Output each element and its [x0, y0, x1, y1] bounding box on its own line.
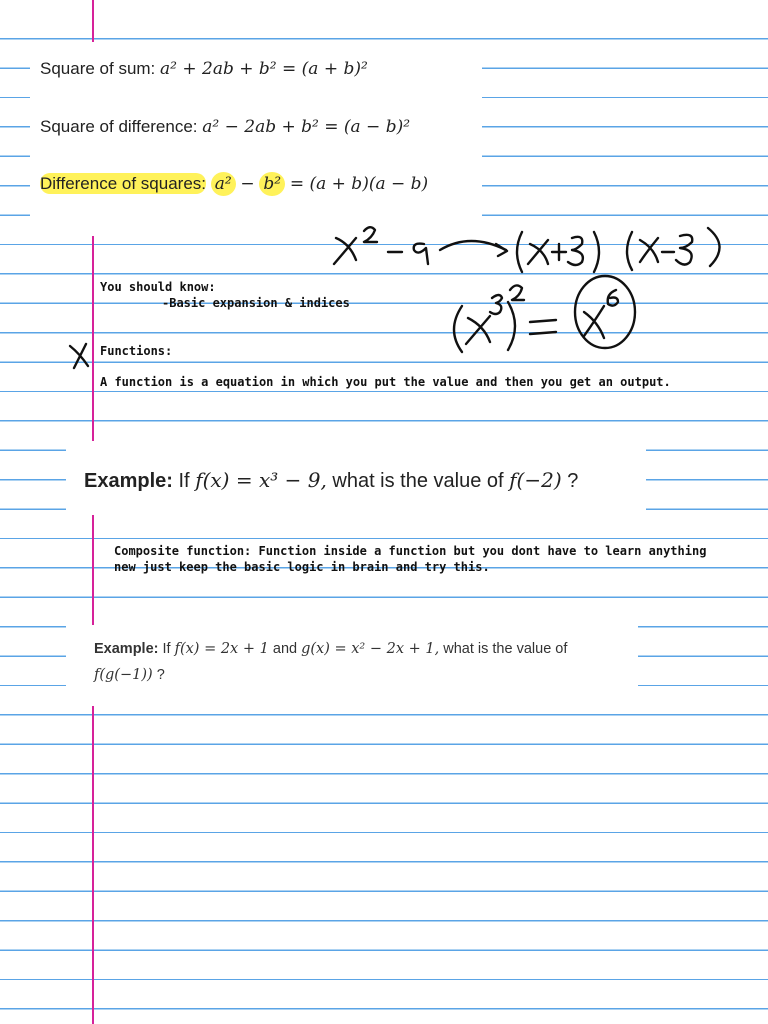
- example1-text-b: what is the value of: [332, 470, 504, 492]
- example2: [94, 636, 634, 688]
- example2-math-b: g(x) = x² − 2x + 1,: [301, 641, 440, 657]
- example1: [84, 468, 578, 493]
- composite-line1: Composite function: Function inside a function but you dont have to learn anything: [114, 544, 707, 558]
- example2-text-c: what is the value of: [443, 641, 568, 657]
- should-know-title: You should know:: [100, 280, 216, 294]
- example1-math-a: f(x) = x³ − 9,: [195, 468, 327, 492]
- example1-label: Example:: [84, 470, 173, 492]
- example1-text-a: If: [178, 470, 190, 492]
- square-of-sum-math: a² + 2ab + b² = (a + b)²: [160, 59, 368, 79]
- hand-x-stroke: [334, 238, 356, 264]
- difference-of-squares-label: Difference of squares:: [40, 174, 206, 193]
- difference-of-squares-b2: b²: [259, 172, 285, 196]
- difference-of-squares-a2: a²: [211, 172, 236, 196]
- difference-of-squares-minus: −: [240, 174, 255, 194]
- example2-text-a: If: [162, 641, 171, 657]
- example1-math-b: f(−2): [509, 468, 562, 492]
- hand-arrow-stroke: [440, 241, 506, 250]
- example2-text-d: ?: [156, 667, 165, 683]
- functions-definition: A function is a equation in which you put the value and then you get an output.: [100, 375, 671, 389]
- hand-superscript-2: [364, 227, 377, 242]
- hand-line1-right: [339, 224, 344, 225]
- hand-cross: [348, 224, 349, 225]
- hand-arrowhead-stroke: [496, 244, 507, 256]
- should-know-item: -Basic expansion & indices: [162, 296, 350, 310]
- square-of-difference-label: Square of difference:: [40, 117, 198, 136]
- margin-cross-stroke: [70, 344, 88, 368]
- difference-of-squares-rest: = (a + b)(a − b): [289, 174, 429, 194]
- example1-text-c: ?: [567, 470, 579, 492]
- square-of-difference-math: a² − 2ab + b² = (a − b)²: [202, 117, 411, 137]
- example2-math-a: f(x) = 2x + 1: [174, 641, 269, 657]
- composite-line2: new just keep the basic logic in brain and try this.: [114, 560, 490, 574]
- square-of-sum-label: Square of sum:: [40, 59, 156, 78]
- example2-text-b: and: [272, 641, 298, 657]
- example2-math-c: f(g(−1)): [94, 667, 153, 683]
- example2-label: Example:: [94, 641, 159, 657]
- functions-title: Functions:: [100, 344, 173, 358]
- hand-nine-stroke: [414, 244, 428, 264]
